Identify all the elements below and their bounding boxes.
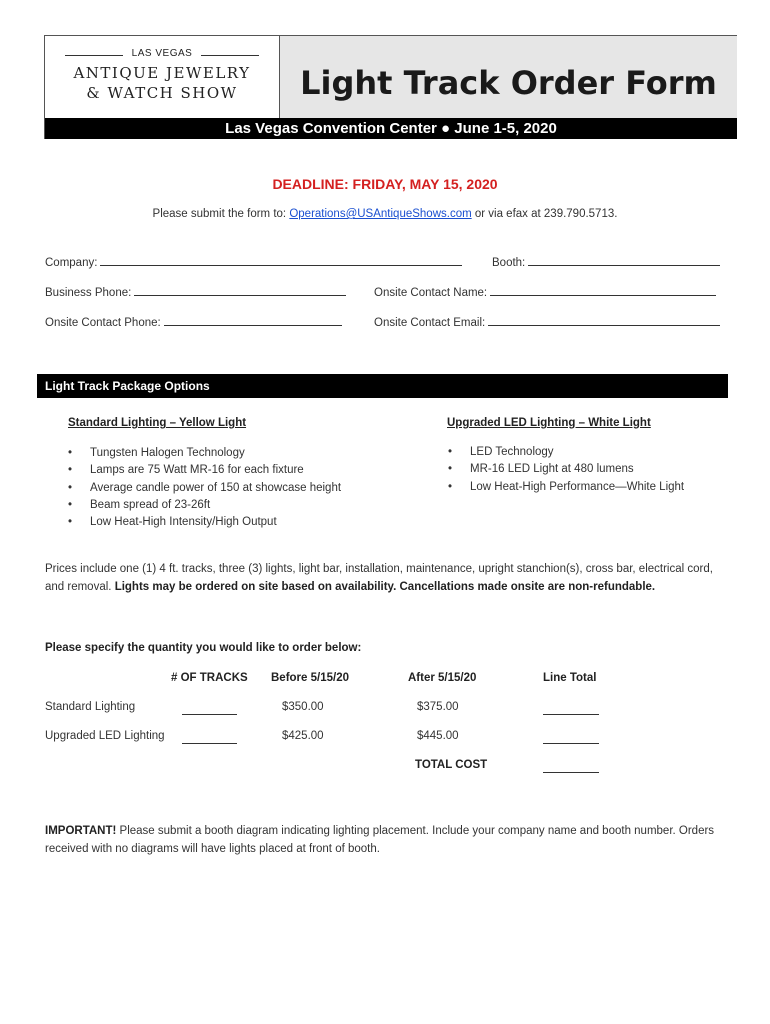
onsite-contact-phone-field: [45, 316, 342, 329]
important-note: [45, 822, 730, 858]
list-item: • MR-16 LED Light at 480 lumens: [446, 461, 684, 478]
booth-input-line[interactable]: [528, 256, 720, 266]
onsite-contact-phone-input-line[interactable]: [164, 316, 342, 326]
important-text: Please submit a booth diagram indicating lighting placement. Include your company name and booth number. Orders received with no diagrams will have lights placed at front of booth.: [45, 825, 715, 855]
company-input-line[interactable]: [100, 256, 462, 266]
onsite-contact-phone-label: Onsite Contact Phone:: [45, 317, 161, 329]
logo-top-text: LAS VEGAS: [131, 48, 193, 59]
list-item: • Average candle power of 150 at showcase height: [66, 480, 341, 497]
onsite-contact-email-field: [374, 316, 720, 329]
deadline: DEADLINE: FRIDAY, MAY 15, 2020: [272, 176, 498, 192]
standard-line-total-blank[interactable]: [543, 714, 599, 715]
upgraded-lighting-heading: Upgraded LED Lighting – White Light: [447, 417, 651, 429]
header-after: After 5/15/20: [408, 672, 477, 684]
submit-instructions: [0, 208, 770, 220]
onsite-contact-email-label: Onsite Contact Email:: [374, 317, 486, 329]
standard-lighting-heading: Standard Lighting – Yellow Light: [68, 417, 247, 429]
row-before-price: $425.00: [282, 730, 324, 742]
standard-lighting-list: [66, 445, 341, 531]
row-after-price: $445.00: [417, 730, 459, 742]
list-item: • Tungsten Halogen Technology: [66, 445, 341, 462]
business-phone-field: [45, 286, 346, 299]
title-cell: [279, 36, 737, 118]
company-label: Company:: [45, 257, 98, 269]
package-options-bar: Light Track Package Options: [37, 374, 728, 398]
logo-line-2: & WATCH SHOW: [86, 84, 238, 102]
business-phone-label: Business Phone:: [45, 287, 132, 299]
page-title: Light Track Order Form: [300, 64, 717, 102]
upgraded-line-total-blank[interactable]: [543, 743, 599, 744]
row-label: Upgraded LED Lighting: [45, 730, 165, 742]
header-before: Before 5/15/20: [271, 672, 349, 684]
prices-text: Prices include one (1) 4 ft. tracks, three (3) lights, light bar, installation, maintenance, upright stanchion(s), cross bar, electrical cord, and removal.: [45, 563, 713, 593]
list-item: • Lamps are 75 Watt MR-16 for each fixture: [66, 462, 341, 479]
venue-date-bar: Las Vegas Convention Center ● June 1-5, 2020: [45, 118, 737, 139]
header-tracks: # OF TRACKS: [171, 672, 248, 684]
list-item: • Low Heat-High Intensity/High Output: [66, 514, 341, 531]
prices-paragraph: [45, 561, 730, 596]
list-item: • Beam spread of 23-26ft: [66, 497, 341, 514]
order-prompt: Please specify the quantity you would like to order below:: [45, 642, 362, 654]
important-label: IMPORTANT!: [45, 825, 117, 837]
row-label: Standard Lighting: [45, 701, 136, 713]
header-box: [44, 35, 737, 139]
email-link[interactable]: Operations@USAntiqueShows.com: [289, 208, 472, 220]
onsite-contact-name-label: Onsite Contact Name:: [374, 287, 488, 299]
header-line-total: Line Total: [543, 672, 597, 684]
standard-qty-blank[interactable]: [182, 714, 237, 715]
onsite-contact-name-input-line[interactable]: [490, 286, 716, 296]
row-before-price: $350.00: [282, 701, 324, 713]
booth-field: [492, 256, 720, 269]
list-item: • Low Heat-High Performance—White Light: [446, 479, 684, 496]
total-cost-blank[interactable]: [543, 772, 599, 773]
total-cost-label: TOTAL COST: [415, 759, 488, 771]
show-logo: [45, 36, 279, 118]
business-phone-input-line[interactable]: [134, 286, 346, 296]
logo-line-1: ANTIQUE JEWELRY: [73, 64, 251, 82]
row-after-price: $375.00: [417, 701, 459, 713]
submit-suffix: or via efax at 239.790.5713.: [471, 208, 618, 220]
upgraded-qty-blank[interactable]: [182, 743, 237, 744]
company-field: [45, 256, 462, 269]
onsite-contact-email-input-line[interactable]: [488, 316, 720, 326]
prices-bold-text: Lights may be ordered on site based on availability. Cancellations made onsite are non-refundable.: [114, 580, 656, 593]
upgraded-lighting-list: [446, 444, 684, 496]
onsite-contact-name-field: [374, 286, 716, 299]
logo-rule-right: [201, 55, 259, 56]
logo-top: [65, 48, 259, 62]
list-item: • LED Technology: [446, 444, 684, 461]
booth-label: Booth:: [492, 257, 526, 269]
submit-prefix: Please submit the form to:: [152, 208, 290, 220]
